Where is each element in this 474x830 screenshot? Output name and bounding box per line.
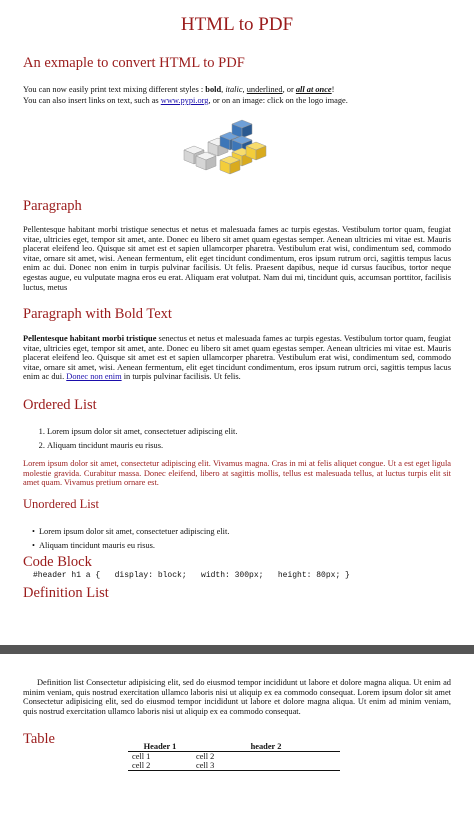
ordered-list — [30, 425, 237, 453]
list-item: • Aliquam tincidunt mauris eu risus. — [38, 539, 229, 553]
unordered-list-heading: Unordered List — [23, 497, 100, 511]
unordered-list — [30, 525, 229, 553]
column-header: Header 1 — [143, 742, 177, 751]
table-row — [128, 752, 340, 762]
table-cell: cell 1 — [132, 752, 151, 761]
document-title: HTML to PDF — [180, 14, 294, 35]
table-header-row — [128, 742, 340, 752]
ordered-list-heading: Ordered List — [23, 397, 97, 413]
bold-paragraph-heading: Paragraph with Bold Text — [23, 306, 172, 322]
table-cell: cell 3 — [196, 761, 215, 770]
intro-heading: An exmaple to convert HTML to PDF — [23, 55, 245, 71]
colored-paragraph: Lorem ipsum dolor sit amet, consectetur adipiscing elit. Vivamus magna. Cras in mi at felis aliquet congue. Ut a est eget ligula molestie gravida. Curabitur massa. Donec eleifend, libero at sagittis mollis, tellus est malesuada tellus, at luctus turpis elit sit amet quam. Vivamus pretium ornare est. — [23, 459, 451, 488]
code-block-heading: Code Block — [23, 554, 92, 570]
list-item: 1. Lorem ipsum dolor sit amet, consectetuer adipiscing elit. — [47, 425, 237, 439]
list-item: 2. Aliquam tincidunt mauris eu risus. — [47, 439, 237, 453]
paragraph-heading: Paragraph — [23, 198, 82, 214]
intro-line-1: You can now easily print text mixing different styles : bold, italic, underlined, or all at once! — [23, 85, 335, 94]
column-header: header 2 — [250, 742, 282, 751]
table-row — [128, 761, 340, 771]
code-block: #header h1 a { display: block; width: 300px; height: 80px; } — [33, 571, 350, 580]
python-logo-image[interactable] — [180, 116, 272, 176]
definition-list-heading: Definition List — [23, 585, 109, 601]
italic-sample: italic — [225, 85, 243, 94]
list-item: • Lorem ipsum dolor sit amet, consectetuer adipiscing elit. — [38, 525, 229, 539]
all-styles-sample: all at once — [295, 85, 332, 94]
paragraph-text: Pellentesque habitant morbi tristique senectus et netus et malesuada fames ac turpis egestas. Vestibulum tortor quam, feugiat vitae, ultricies eget, tempor sit amet, ante. Donec eu libero sit amet quam egestas semper. Aenean ultricies mi vitae est. Mauris placerat eleifend leo. Quisque sit amet est et sapien ullamcorper pharetra. Vestibulum erat wisi, condimentum sed, commodo vitae, ornare sit amet, wisi. Aenean fermentum, elit eget tincidunt condimentum, eros ipsum rutrum orci, sagittis tempus lacus enim ac dui. Donec non enim in turpis pulvinar facilisis. Ut felis. Praesent dapibus, neque id cursus faucibus, tortor neque egestas augue, eu vulputate magna eros eu erat. Aliquam erat volutpat. Nam dui mi, tincidunt quis, accumsan porttitor, facilisis luctus, metus — [23, 225, 451, 292]
table-cell: cell 2 — [196, 752, 215, 761]
pypi-link[interactable]: www.pypi.org — [160, 96, 209, 105]
data-table — [128, 742, 340, 771]
bold-paragraph-text: Pellentesque habitant morbi tristique senectus et netus et malesuada fames ac turpis egestas. Vestibulum tortor quam, feugiat vitae, ultricies eget, tempor sit amet, ante. Donec eu libero sit amet quam egestas semper. Aenean ultricies mi vitae est. Mauris placerat eleifend leo. Quisque sit amet est et sapien ullamcorper pharetra. Vestibulum erat wisi, condimentum sed, commodo vitae, ornare sit amet, wisi. Aenean fermentum, elit eget tincidunt condimentum, eros ipsum rutrum orci, sagittis tempus lacus enim ac dui. Donec non enim in turpis pulvinar facilisis. Ut felis. — [23, 334, 451, 382]
table-cell: cell 2 — [132, 761, 151, 770]
table-heading: Table — [23, 731, 55, 747]
definition-list-text: Definition list Consectetur adipisicing elit, sed do eiusmod tempor incididunt ut labore et dolore magna aliqua. Ut enim ad minim veniam, quis nostrud exercitation ullamco laboris nisi ut aliquip ex ea commodo consequat. Lorem ipsum dolor sit amet Consectetur adipisicing elit, sed do eiusmod tempor incididunt ut labore et dolore magna aliqua. Ut enim ad minim veniam, quis nostrud exercitation ullamco laboris nisi ut aliquip ex ea commodo consequat. — [23, 678, 451, 716]
bold-sample: bold — [205, 85, 222, 94]
donec-link[interactable]: Donec non enim — [66, 372, 122, 382]
intro-line-2: You can also insert links on text, such as www.pypi.org, or on an image: click on the logo image. — [23, 96, 348, 105]
page-separator — [0, 645, 474, 654]
underlined-sample: underlined — [246, 85, 283, 94]
